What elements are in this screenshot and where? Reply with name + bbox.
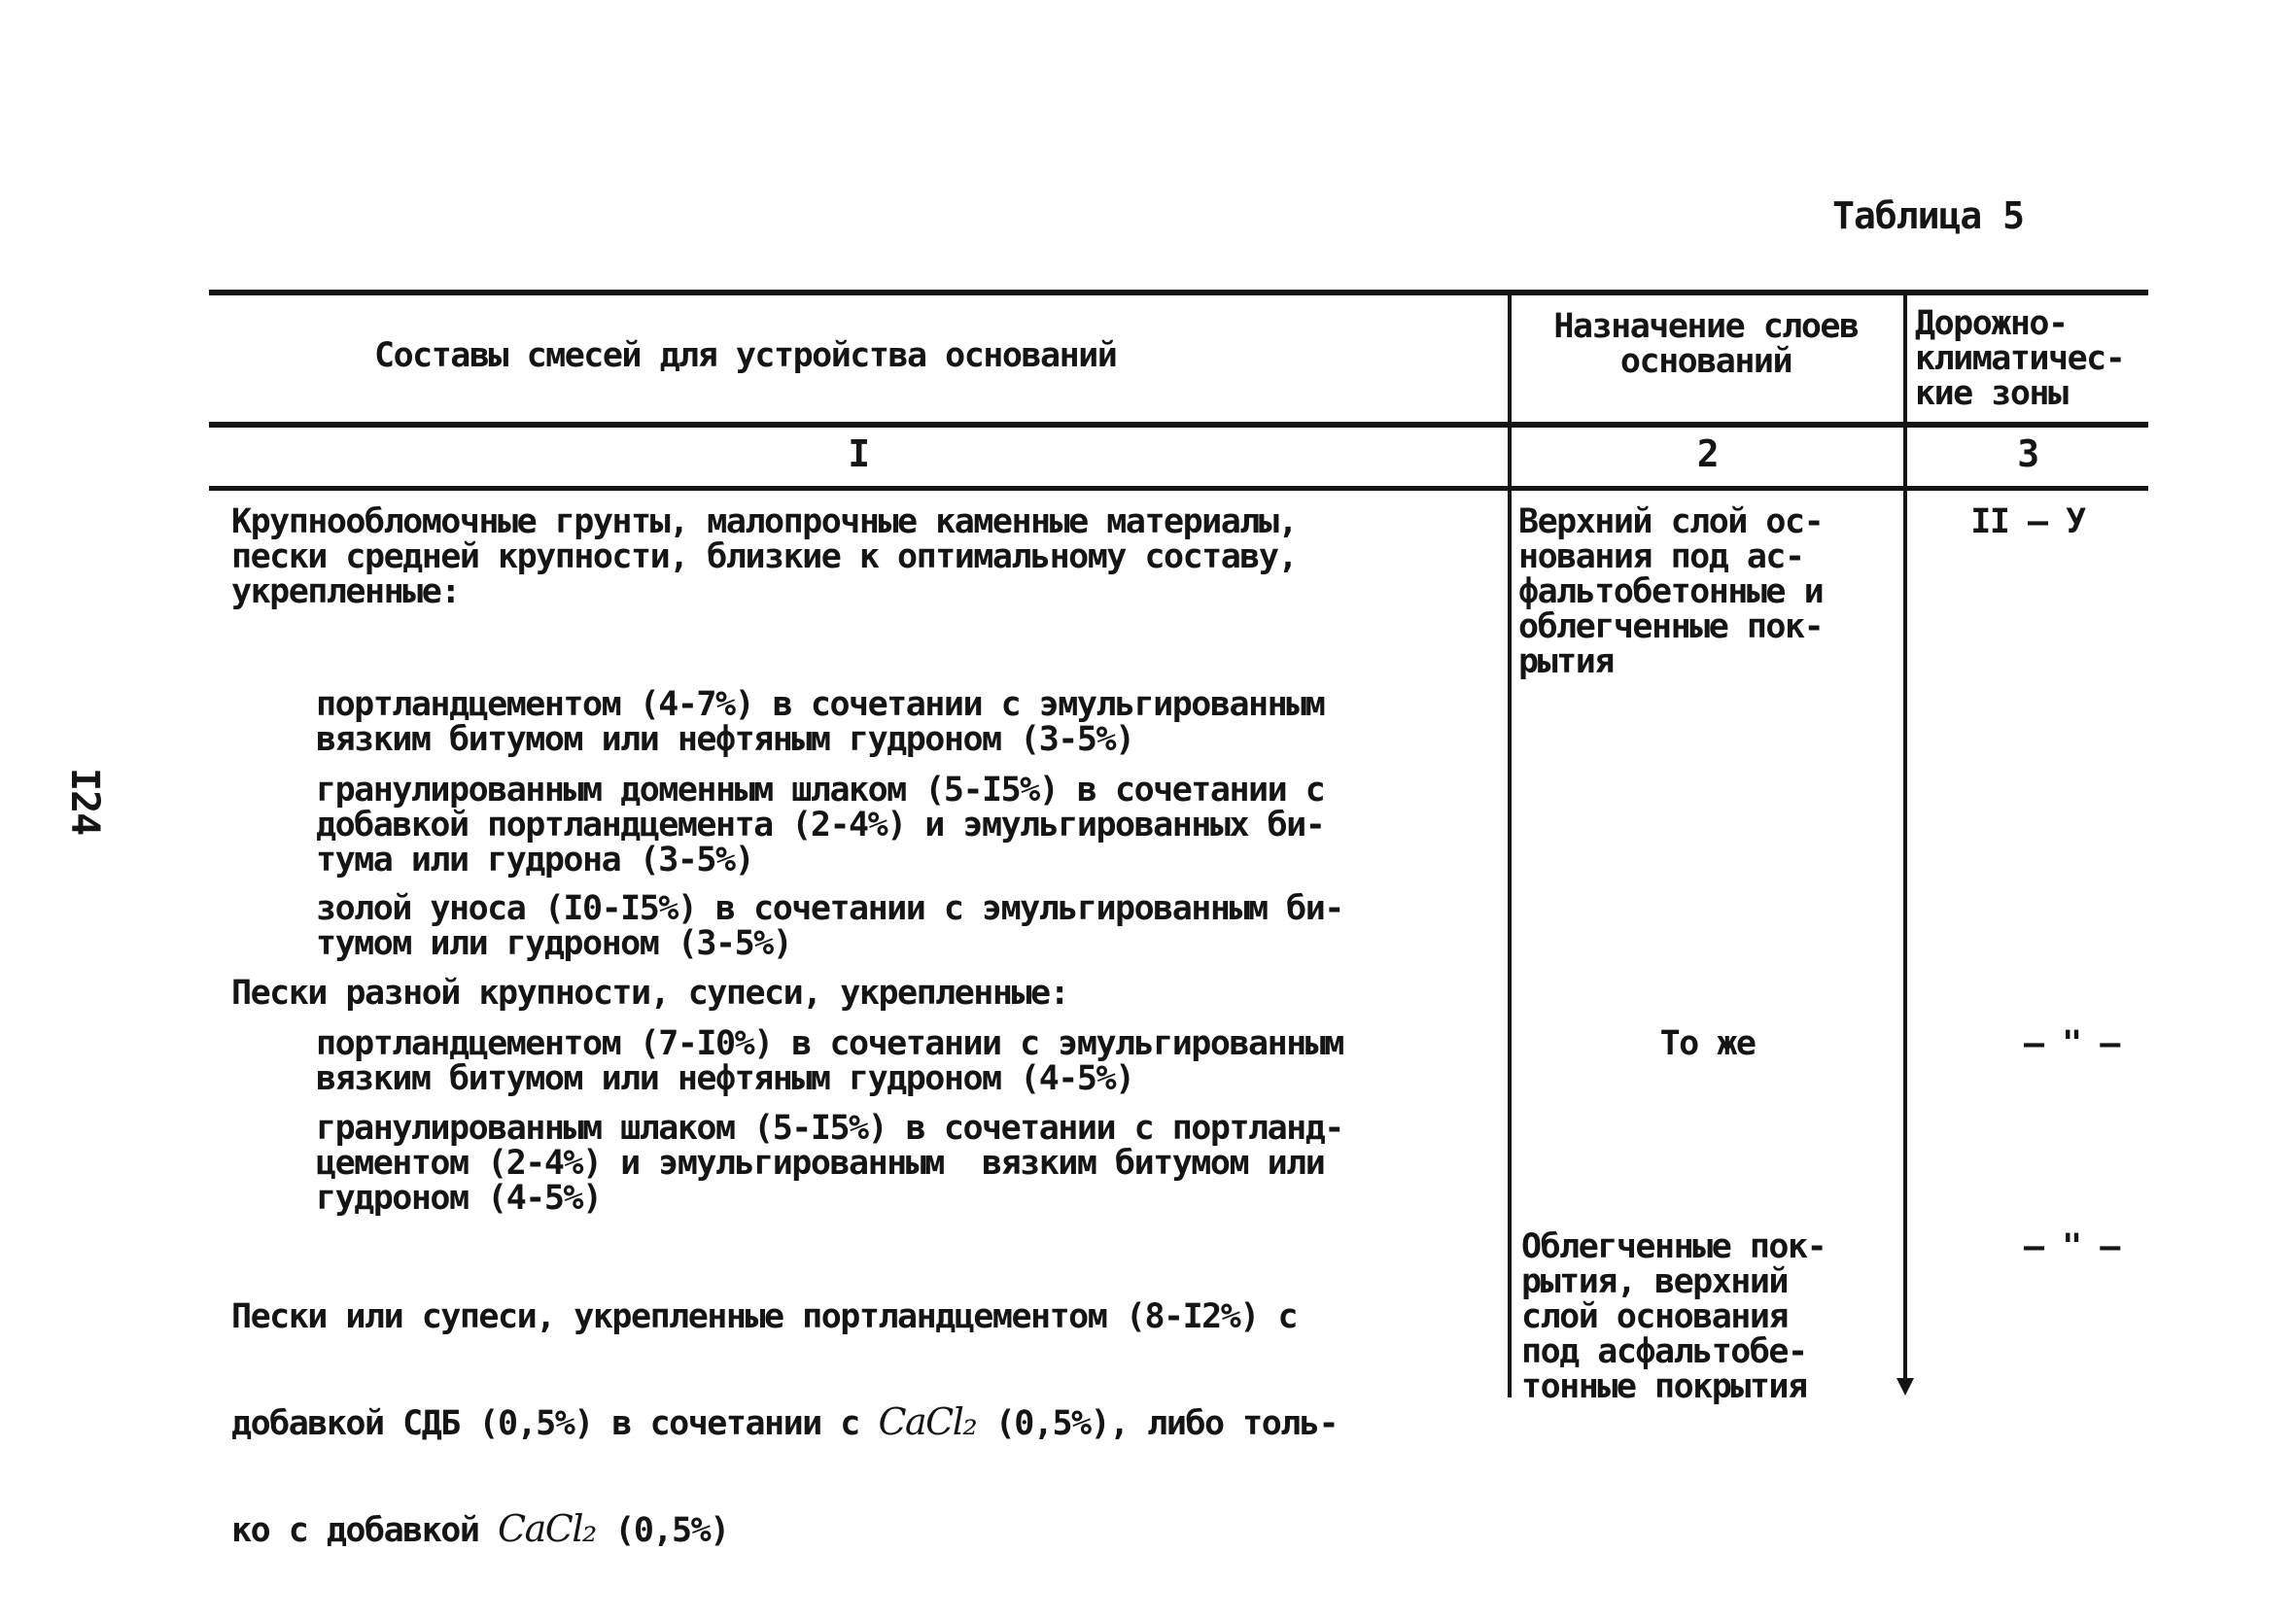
calcium-chloride-formula: CaCl₂ — [498, 1507, 596, 1550]
row2-item2: гранулированным шлаком (5-I5%) в сочетании с портланд- цементом (2-4%) и эмульгированным вязким битумом или гудроном (4-5%) — [316, 1109, 1343, 1218]
row2-zone: – " – — [2024, 1024, 2119, 1063]
header-purpose: Назначение слоев оснований — [1553, 307, 1859, 381]
row3-line3: ко с добавкой CaCl₂ (0,5%) — [231, 1507, 729, 1550]
row1-item3: золой уноса (I0-I5%) в сочетании с эмульгированным би- тумом или гудроном (3-5%) — [316, 889, 1343, 963]
row1-item1: портландцементом (4-7%) в сочетании с эмульгированным вязким битумом или нефтяным гудроном (3-5%) — [316, 685, 1325, 759]
calcium-chloride-formula: CaCl₂ — [878, 1400, 977, 1443]
header-bottom-rule — [209, 422, 2148, 428]
row1-intro: Крупнообломочные грунты, малопрочные каменные материалы, пески средней крупности, близкие к оптимальному составу, укрепленные: — [231, 502, 1298, 611]
page-number: I24 — [62, 768, 107, 836]
row3-line2: добавкой СДБ (0,5%) в сочетании с CaCl₂ (0,5%), либо толь- — [231, 1400, 1339, 1443]
row2-item1: портландцементом (7-I0%) в сочетании с эмульгированным вязким битумом или нефтяным гудроном (4-5%) — [316, 1024, 1343, 1098]
column-number-3: 3 — [2017, 432, 2038, 475]
row3-zone: – " – — [2024, 1227, 2119, 1266]
row1-zone: II – У — [1970, 502, 2085, 541]
numbering-bottom-rule — [209, 486, 2148, 491]
row1-purpose: Верхний слой ос- нования под ас- фальтобетонные и облегченные пок- рытия — [1518, 502, 1824, 681]
row3-text — [231, 1229, 1338, 1618]
divider-end-mark — [1896, 1378, 1914, 1396]
row1-item2: гранулированным доменным шлаком (5-I5%) в сочетании с добавкой портландцемента (2-4%) и эмульгированных би- тума или гудрона (3-5%) — [316, 771, 1325, 879]
row3-line1: Пески или супеси, укрепленные портландцементом (8-I2%) с — [231, 1297, 1298, 1336]
table-caption: Таблица 5 — [1832, 194, 2024, 237]
header-zones: Дорожно- климатичес- кие зоны — [1915, 304, 2125, 413]
header-composition: Составы смесей для устройства оснований — [374, 336, 1117, 375]
table-top-rule — [209, 290, 2148, 295]
row2-intro: Пески разной крупности, супеси, укрепленные: — [231, 974, 1069, 1013]
column-number-1: I — [848, 432, 869, 475]
column-number-2: 2 — [1696, 432, 1719, 475]
row3-purpose: Облегченные пок- рытия, верхний слой основания под асфальтобе- тонные покрытия — [1521, 1227, 1826, 1406]
row2-purpose: То же — [1659, 1024, 1756, 1063]
